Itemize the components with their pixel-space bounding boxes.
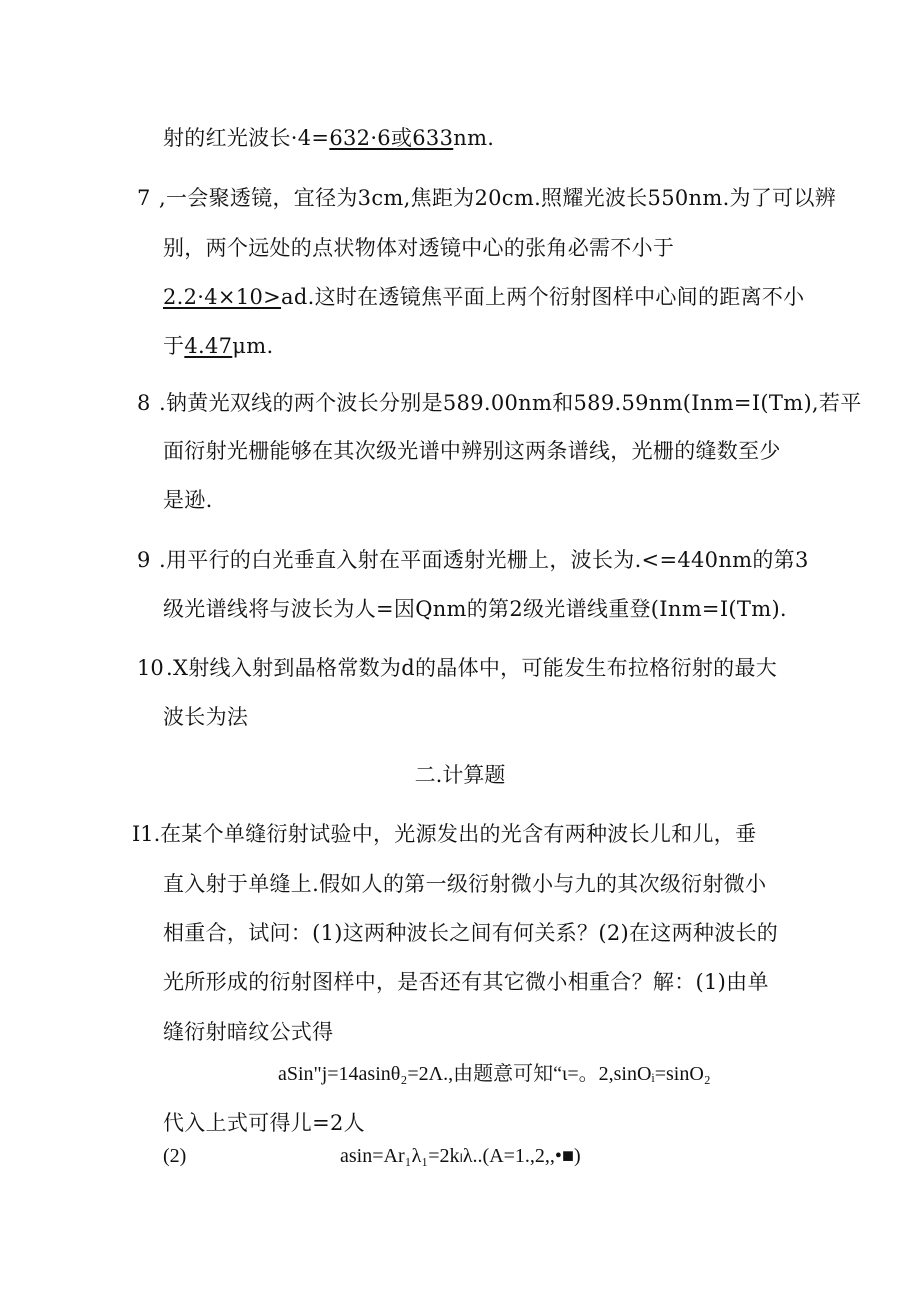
text-line: 直入射于单缝上.假如人的第一级衍射微小与九的其次级衍射微小 [163, 872, 767, 896]
text-span: ad.这时在透镜焦平面上两个衍射图样中心间的距离不小 [281, 285, 805, 309]
question-number: 9 [137, 548, 151, 572]
text-line: 缝衍射暗纹公式得 [163, 1020, 334, 1044]
underlined-answer: 4.47 [184, 334, 233, 358]
text-line: .用平行的白光垂直入射在平面透射光栅上，波长为.<=440nm的第3 [159, 548, 809, 572]
text-line: 波长为法 [163, 705, 249, 729]
text-line: 代入上式可得儿=2人 [163, 1111, 365, 1135]
question-number: 10 [137, 656, 164, 680]
text-line [163, 123, 494, 153]
text-line: 相重合，试问：(1)这两种波长之间有何关系？(2)在这两种波长的 [163, 921, 779, 945]
text-line: .钠黄光双线的两个波长分别是589.00nm和589.59nm(Inm=I(Tm),若平 [159, 391, 862, 415]
question-number: I1. [132, 822, 161, 846]
text-line: 是逊. [163, 488, 213, 512]
equation: aSin"j=14asinθ₂=2Λ.,由题意可知“ι=。2,sinOᵢ=sinO₂ [278, 1063, 711, 1085]
underlined-answer: 632·6或633 [329, 126, 454, 150]
text-line: 光所形成的衍射图样中，是否还有其它微小相重合？解：(1)由单 [163, 970, 769, 994]
text-line: 面衍射光栅能够在其次级光谱中辨别这两条谱线，光栅的缝数至少 [163, 439, 781, 463]
text-line: .X射线入射到晶格常数为d的晶体中，可能发生布拉格衍射的最大 [166, 656, 778, 680]
text-span: μm. [232, 334, 274, 358]
section-heading: 二.计算题 [414, 763, 506, 787]
equation-label: (2) [163, 1145, 187, 1167]
equation: asin=Ar₁λ₁=2kₗλ..(A=1.,2,,•■) [340, 1145, 581, 1167]
text-line [163, 331, 273, 361]
text-line: 在某个单缝衍射试验中，光源发出的光含有两种波长儿和儿，垂 [160, 822, 757, 846]
text-line [163, 282, 804, 312]
text-line: 别，两个远处的点状物体对透镜中心的张角必需不小于 [163, 236, 675, 260]
question-number: 7 [137, 186, 151, 210]
text-line: ,一会聚透镜，宜径为3cm,焦距为20cm.照耀光波长550nm.为了可以辨 [159, 186, 837, 210]
text-span: 于 [163, 334, 185, 358]
text-span: nm. [453, 126, 495, 150]
text-span: 射的红光波长·4= [163, 126, 330, 150]
text-line: 级光谱线将与波长为人=因Qnm的第2级光谱线重登(Inm=I(Tm). [163, 597, 787, 621]
underlined-answer: 2.2·4×10> [163, 285, 282, 309]
question-number: 8 [137, 391, 151, 415]
